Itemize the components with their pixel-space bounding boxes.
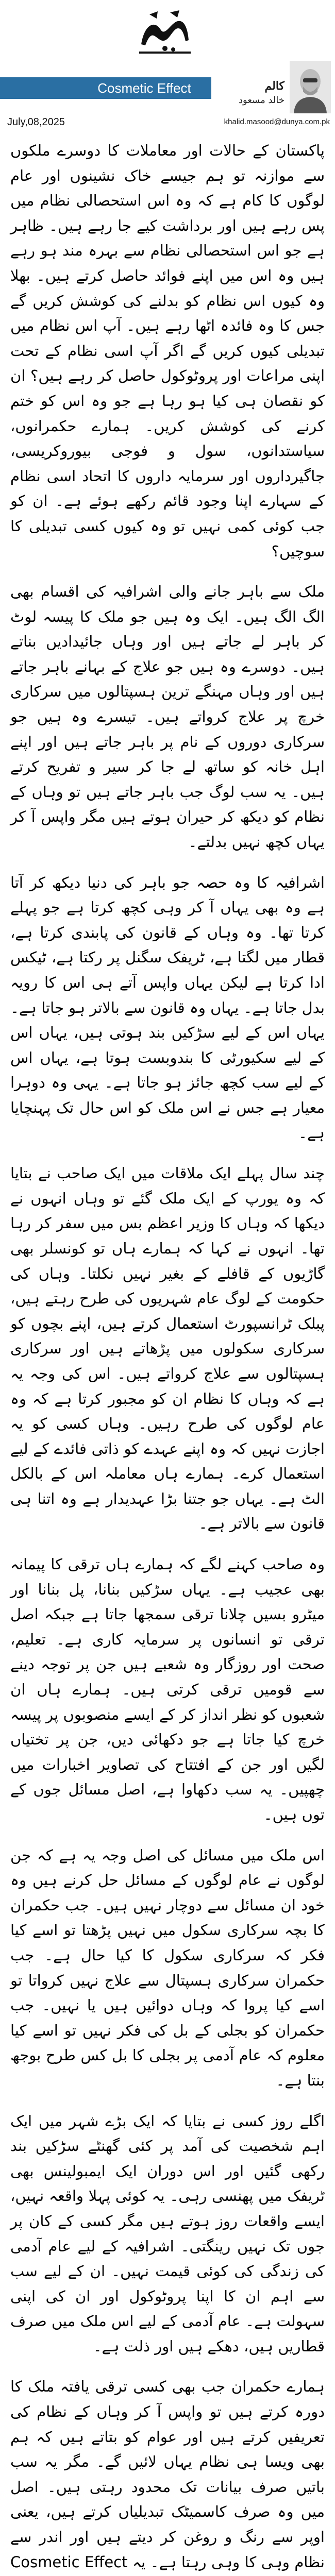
article-paragraph: ملک سے باہر جانے والی اشرافیہ کی اقسام بھی الگ الگ ہیں۔ ایک وہ ہیں جو ملک کا پیسہ لوٹ کر باہر لے جاتے ہیں اور وہاں جائیدادیں بناتے ہیں۔ دوسرے وہ ہیں جو علاج کے بہانے باہر جاتے ہیں اور وہاں مہنگے ترین ہسپتالوں میں سرکاری خرچ پر علاج کرواتے ہیں۔ تیسرے وہ ہیں جو سرکاری دوروں کے نام پر باہر جاتے ہیں اور اپنے اہل خانہ کو ساتھ لے جا کر سیر و تفریح کرتے ہیں۔ یہ سب لوگ جب باہر جاتے ہیں تو وہاں کے نظام کو دیکھ کر حیران ہوتے ہیں مگر واپس آ کر یہاں کچھ نہیں بدلتے۔ [10, 583, 325, 851]
author-photo-icon [290, 61, 331, 113]
author-email[interactable]: khalid.masood@dunya.com.pk [224, 117, 330, 126]
article-paragraph: اشرافیہ کا وہ حصہ جو باہر کی دنیا دیکھ کر آتا ہے وہ بھی یہاں آ کر وہی کچھ کرتا ہے جو پہلے کرتا تھا۔ وہ وہاں کے قانون کی پابندی کرتا ہے، قطار میں لگتا ہے، ٹریفک سگنل پر رکتا ہے، ٹیکس ادا کرتا ہے لیکن یہاں واپس آتے ہی اس کا رویہ بدل جاتا ہے۔ یہاں وہ قانون سے بالاتر ہو جاتا ہے۔ یہاں اس کے لیے سڑکیں بند ہوتی ہیں، یہاں اس کے لیے سکیورٹی کا بندوبست ہوتا ہے، یہاں اس کے لیے سب کچھ جائز ہو جاتا ہے۔ یہی وہ دوہرا معیار ہے جس نے اس ملک کو اس حال تک پہنچایا ہے۔ [10, 873, 325, 1142]
article-paragraph: اس ملک میں مسائل کی اصل وجہ یہ ہے کہ جن لوگوں نے عام لوگوں کے مسائل حل کرنے ہیں وہ خود ان مسائل سے دوچار نہیں ہیں۔ جب حکمران کا بچہ سرکاری سکول میں نہیں پڑھتا تو اسے کیا فکر کہ سرکاری سکول کا کیا حال ہے۔ جب حکمران سرکاری ہسپتال سے علاج نہیں کرواتا تو اسے کیا پروا کہ وہاں دوائیں ہیں یا نہیں۔ جب حکمران کو بجلی کے بل کی فکر نہیں تو اسے کیا معلوم کہ عام آدمی پر بجلی کا بل کس طرح بوجھ بنتا ہے۔ [10, 1846, 325, 2089]
author-name-sub: خالد مسعود [239, 95, 284, 106]
column-title: Cosmetic Effect [97, 80, 191, 96]
author-name-line: کالم [264, 79, 284, 93]
author-byline [211, 61, 335, 117]
article-paragraph: ہمارے حکمران جب بھی کسی ترقی یافتہ ملک کا دورہ کرتے ہیں تو واپس آ کر وہاں کے نظام کی تعریفیں کرتے ہیں اور عوام کو بتاتے ہیں کہ ہم بھی ویسا ہی نظام یہاں لائیں گے۔ مگر یہ سب باتیں صرف بیانات تک محدود رہتی ہیں۔ اصل میں وہ صرف کاسمیٹک تبدیلیاں کرتے ہیں، یعنی اوپر سے رنگ و روغن کر دیتے ہیں اور اندر سے نظام وہی کا وہی رہتا ہے۔ یہ Cosmetic Effect [10, 2378, 325, 2571]
author-name [217, 79, 284, 106]
column-header [0, 0, 335, 134]
newspaper-logo-icon [134, 4, 196, 58]
article-body [10, 138, 325, 2576]
author-avatar [290, 61, 331, 113]
publish-date: July,08,2025 [7, 116, 65, 128]
newspaper-logo [134, 4, 196, 58]
article-paragraph: پاکستان کے حالات اور معاملات کا دوسرے ملکوں سے موازنہ تو ہم جیسے خاک نشینوں اور عام لوگوں کا کام ہے کہ وہ اس استحصالی نظام میں پس رہے ہیں اور برداشت کیے جا رہے ہیں۔ ظاہر ہے جو اس استحصالی نظام سے بہرہ مند ہو رہے ہیں وہ اس میں اپنے فوائد حاصل کرتے ہیں۔ بھلا وہ کیوں اس نظام کو بدلنے کی کوشش کریں گے جس کا وہ فائدہ اٹھا رہے ہیں۔ آپ اس نظام میں تبدیلی کیوں کریں گے اگر آپ اسی نظام کے تحت اپنی مراعات اور پروٹوکول حاصل کر رہے ہیں؟ ان کو نقصان ہی کیا ہو رہا ہے جو وہ اس کو ختم کرنے کی کوشش کریں۔ ہمارے حکمرانوں، سیاستدانوں، سول و فوجی بیوروکریسی، جاگیرداروں اور سرمایہ داروں کا اتحاد اسی نظام کے سہارے اپنا وجود قائم رکھے ہوئے ہے۔ ان کو جب کوئی کمی نہیں تو وہ کیوں کسی تبدیلی کا سوچیں؟ [10, 142, 325, 560]
article-paragraph: چند سال پہلے ایک ملاقات میں ایک صاحب نے بتایا کہ وہ یورپ کے ایک ملک گئے تو وہاں انہوں نے دیکھا کہ وہاں کا وزیر اعظم بس میں سفر کر رہا تھا۔ انہوں نے کہا کہ ہمارے ہاں تو کونسلر بھی گاڑیوں کے قافلے کے بغیر نہیں نکلتا۔ وہاں کی حکومت کے لوگ عام شہریوں کی طرح رہتے ہیں، پبلک ٹرانسپورٹ استعمال کرتے ہیں، اپنے بچوں کو سرکاری سکولوں میں پڑھاتے ہیں اور سرکاری ہسپتالوں سے علاج کرواتے ہیں۔ اس کی وجہ یہ ہے کہ وہاں کا نظام ان کو مجبور کرتا ہے کہ وہ عام لوگوں کی طرح رہیں۔ وہاں کسی کو یہ اجازت نہیں کہ وہ اپنے عہدے کو ذاتی فائدے کے لیے استعمال کرے۔ ہمارے ہاں معاملہ اس کے بالکل الٹ ہے۔ یہاں جو جتنا بڑا عہدیدار ہے وہ اتنا ہی قانون سے بالاتر ہے۔ [10, 1164, 325, 1533]
article-paragraph: اگلے روز کسی نے بتایا کہ ایک بڑے شہر میں ایک اہم شخصیت کی آمد پر کئی گھنٹے سڑکیں بند رکھی گئیں اور اس دوران ایک ایمبولینس بھی ٹریفک میں پھنسی رہی۔ یہ کوئی پہلا واقعہ نہیں، ایسے واقعات روز ہوتے ہیں مگر کسی کے کان پر جوں تک نہیں رینگتی۔ اشرافیہ کے لیے عام آدمی کی زندگی کی کوئی قیمت نہیں۔ ان کے لیے سب سے اہم ان کا اپنا پروٹوکول اور ان کی اپنی سہولت ہے۔ عام آدمی کے لیے اس ملک میں صرف قطاریں ہیں، دھکے ہیں اور ذلت ہے۔ [10, 2112, 325, 2355]
article-paragraph: وہ صاحب کہنے لگے کہ ہمارے ہاں ترقی کا پیمانہ بھی عجیب ہے۔ یہاں سڑکیں بنانا، پل بنانا اور میٹرو بسیں چلانا ترقی سمجھا جاتا ہے جبکہ اصل ترقی تو انسانوں پر سرمایہ کاری ہے۔ تعلیم، صحت اور روزگار وہ شعبے ہیں جن پر توجہ دینے سے قومیں ترقی کرتی ہیں۔ ہمارے ہاں ان شعبوں کو نظر انداز کر کے ایسے منصوبوں پر پیسہ خرچ کیا جاتا ہے جو دکھائی دیں، جن پر تختیاں لگیں اور جن کے افتتاح کی تصاویر اخبارات میں چھپیں۔ یہ سب دکھاوا ہے، اصل مسائل جوں کے توں ہیں۔ [10, 1555, 325, 1823]
